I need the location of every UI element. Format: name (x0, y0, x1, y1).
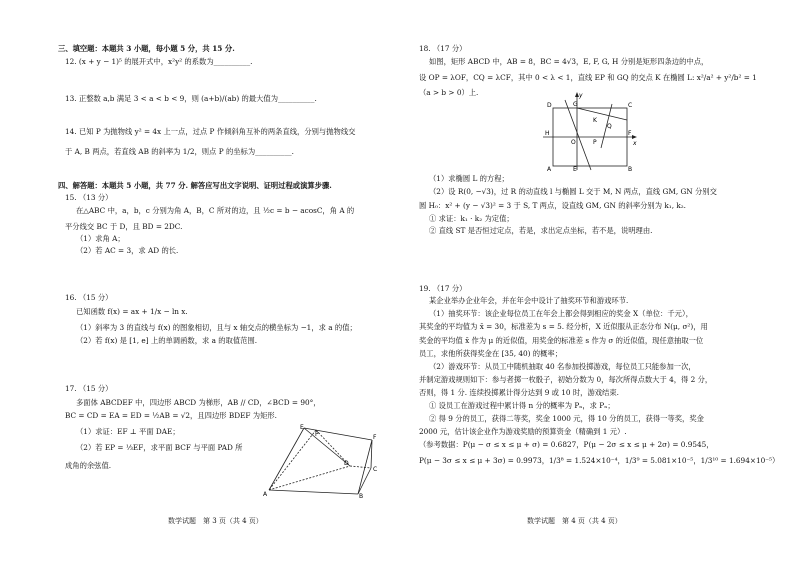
question-13: 13. 正整数 a,b 满足 3 < a < b < 9，则 (a+b)/(ab) 的最大值为__________. (65, 94, 317, 103)
rectangle-ellipse-figure (535, 92, 639, 172)
question-18-part2-sub2: ② 直线 ST 是否恒过定点，若是，求出定点坐标，若不是，说明理由. (429, 226, 653, 235)
question-19-header: 19. （17 分） (419, 284, 467, 293)
label-F: F (628, 130, 632, 137)
label-B: B (628, 166, 633, 172)
section-fill-in-title: 三、填空题：本题共 3 小题，每小题 5 分，共 15 分. (58, 44, 235, 53)
label-A: A (263, 491, 268, 498)
label-E: E (300, 424, 304, 431)
question-19-part2-line2: 并制定游戏规则如下：参与者掷一枚骰子，初始分数为 0，每次所得点数大于 4，得 2 分， (419, 375, 713, 384)
label-P: P (593, 139, 597, 146)
question-15-line2: 平分线交 BC 于 D，且 BD = 2DC. (65, 222, 183, 231)
question-19-part1-line1: （1）抽奖环节：该企业每位员工在年会上都会得到相应的奖金 X（单位：千元）， (429, 309, 693, 318)
page-4 (397, 0, 794, 561)
label-E: E (573, 166, 577, 172)
question-19-part2-sub1: ① 设员工在游戏过程中累计得 n 分的概率为 Pₙ，求 Pₙ； (429, 401, 615, 410)
label-C: C (373, 466, 378, 473)
question-19-part2-sub2: ② 得 9 分的员工，获得二等奖，奖金 1000 元，得 10 分的员工，获得一等奖，奖金 (429, 414, 704, 423)
axis-y-label: y (579, 92, 583, 99)
question-16-header: 16. （15 分） (65, 293, 113, 302)
question-19-part2-line1: （2）游戏环节：从员工中随机抽取 40 名参加投掷游戏，每位员工只能参加一次， (429, 362, 696, 371)
question-18-part2-line1: （2）设 R(0, −√3)，过 R 的动直线 l 与椭圆 L 交于 M, N 两点，直线 GM, GN 分别交 (429, 187, 717, 196)
question-17-part1: （1）求证：EF ⊥ 平面 DAE； (76, 427, 180, 436)
label-F: F (373, 434, 377, 441)
question-15-part1: （1）求角 A； (76, 234, 125, 243)
question-17-line-end: 成角的余弦值. (65, 461, 112, 470)
question-18-line3: （a > b > 0）上. (419, 88, 479, 97)
axis-x-label: x (633, 140, 637, 147)
label-H: H (545, 130, 550, 137)
question-18-line2: 设 OP = λOF，CQ = λCF，其中 0 < λ < 1，直线 EP 和 GQ 的交点 K 在椭圆 L: x²/a² + y²/b² = 1 (419, 73, 757, 82)
question-18-header: 18. （17 分） (419, 44, 467, 53)
question-16-line1: 已知函数 f(x) = ax + 1/x − ln x. (76, 307, 188, 316)
question-17-header: 17. （15 分） (65, 384, 113, 393)
question-18-part2-line2: 圆 H₀：x² + (y − √3)² = 3 于 S, T 两点，设直线 GM, GN 的斜率分别为 k₁, k₂. (419, 201, 687, 210)
question-15-line1: 在△ABC 中，a，b，c 分别为角 A，B，C 所对的边，且 ½c = b − acosC，角 A 的 (76, 206, 355, 215)
question-19-part2-line3: 否则，得 1 分. 连续投掷累计得分达到 9 或 10 时，游戏结束. (419, 388, 619, 397)
reference-data-line2: P(μ − 3σ ≤ x ≤ μ + 3σ) = 0.9973，1/3⁸ = 1.524×10⁻⁴，1/3⁹ = 5.081×10⁻⁵，1/3¹⁰ = 1.694×10⁻⁵） (419, 456, 780, 465)
reference-data-line1: （参考数据：P(μ − σ ≤ x ≤ μ + σ) = 0.6827，P(μ − 2σ ≤ x ≤ μ + 2σ) = 0.9545， (419, 440, 714, 449)
question-19-line1: 某企业举办企业年会，并在年会中设计了抽奖环节和游戏环节. (429, 296, 629, 305)
page-footer: 数学试题 第 4 页（共 4 页） (527, 517, 622, 525)
question-14-line1: 14. 已知 P 为抛物线 y² = 4x 上一点，过点 P 作倾斜角互补的两条直线，分别与抛物线交 (65, 127, 356, 136)
page-footer: 数学试题 第 3 页（共 4 页） (168, 517, 263, 525)
question-19-part1-line3: 奖金的平均值 x̄ 作为 μ 的近似值，用奖金的标准差 s 作为 σ 的近似值，现任意抽取一位 (419, 336, 704, 345)
question-18-part2-sub1: ① 求证：k₁ · k₂ 为定值； (429, 214, 514, 223)
question-17-line2: BC = CD = EA = ED = ½AB = √2，且四边形 BDEF 为矩形. (65, 411, 277, 420)
question-18-part1: （1）求椭圆 L 的方程； (429, 174, 509, 183)
label-D: D (344, 460, 349, 467)
label-G: G (573, 101, 578, 108)
label-K: K (593, 117, 597, 124)
question-19-part1-line4: 员工，求他所获得奖金在 [35, 40) 的概率； (419, 349, 562, 358)
question-15-header: 15. （13 分） (65, 193, 113, 202)
question-18-line1: 如图，矩形 ABCD 中，AB = 8，BC = 4√3，E, F, G, H 分别是矩形四条边的中点， (429, 57, 709, 66)
question-17-line1: 多面体 ABCDEF 中，四边形 ABCD 为梯形，AB // CD，∠BCD = 90°， (76, 398, 321, 407)
question-16-part2: （2）若 f(x) 是 [1, e] 上的单调函数，求 a 的取值范围. (76, 336, 258, 345)
label-B: B (359, 493, 364, 498)
label-C: C (628, 102, 633, 109)
label-Q: Q (607, 123, 612, 130)
label-P: P (315, 431, 319, 438)
label-O: O (571, 139, 576, 146)
section-answer-title: 四、解答题：本题共 5 小题，共 77 分. 解答应写出文字说明、证明过程或演算步骤. (58, 181, 332, 190)
question-19-part2-line4: 2000 元，估计该企业作为游戏奖励的预算资金（精确到 1 元）. (419, 427, 627, 436)
question-12: 12. (x + y − 1)⁵ 的展开式中，x²y² 的系数为__________. (65, 57, 253, 66)
label-A: A (547, 166, 552, 172)
question-16-part1: （1）斜率为 3 的直线与 f(x) 的图象相切，且与 x 轴交点的横坐标为 −1，求 a 的值； (76, 323, 357, 332)
polyhedron-figure (262, 424, 382, 498)
question-19-part1-line2: 其奖金的平均值为 x̄ = 30，标准差为 s = 5. 经分析，X 近似服从正态分布 N(μ, σ²)，用 (419, 322, 708, 331)
question-15-part2: （2）若 AC = 3，求 AD 的长. (76, 246, 179, 255)
question-14-line2: 于 A, B 两点，若直线 AB 的斜率为 1/2，则点 P 的坐标为__________. (65, 147, 294, 156)
question-17-part2: （2）若 EP = ⅓EF，求平面 BCF 与平面 PAD 所 (76, 443, 243, 452)
label-D: D (547, 102, 552, 109)
